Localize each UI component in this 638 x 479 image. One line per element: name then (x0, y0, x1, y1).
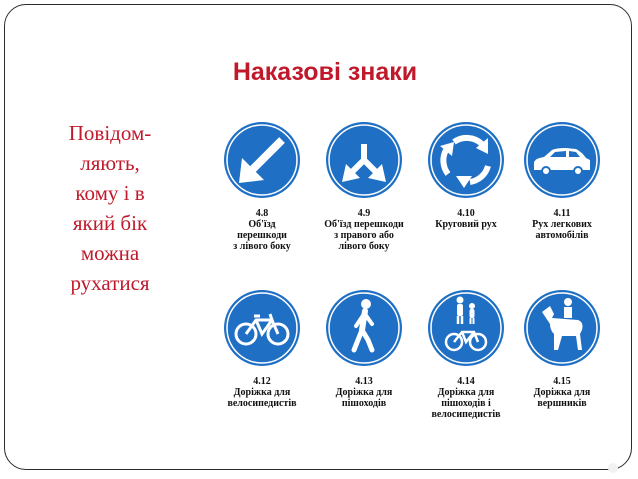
sign-label: Доріжка для пішоходів і велосипедистів (431, 387, 501, 420)
sign-4-10 (416, 120, 516, 230)
sign-label: Круговий рух (435, 219, 497, 230)
sign-label: Доріжка для пішоходів (335, 387, 393, 409)
sign-caption (416, 208, 516, 230)
arrow-split-icon (324, 120, 404, 200)
sign-number: 4.12 (253, 376, 271, 387)
page-corner-mark (608, 463, 618, 473)
slide-title: Наказові знаки (232, 58, 418, 86)
sign-grid (212, 120, 612, 440)
sign-4-11 (512, 120, 612, 241)
sign-4-9 (314, 120, 414, 252)
sign-4-15 (512, 288, 612, 409)
sign-caption (416, 376, 516, 420)
sign-number: 4.15 (553, 376, 571, 387)
pedestrian-bicycle-icon (426, 288, 506, 368)
roundabout-icon (426, 120, 506, 200)
sign-caption (512, 208, 612, 241)
sign-number: 4.13 (355, 376, 373, 387)
sign-4-14 (416, 288, 516, 420)
sign-caption (314, 208, 414, 252)
pedestrian-icon (324, 288, 404, 368)
sign-number: 4.8 (255, 208, 269, 219)
sign-caption (212, 376, 312, 409)
sign-caption (212, 208, 312, 252)
sign-4-12 (212, 288, 312, 409)
sign-number: 4.9 (357, 208, 371, 219)
sign-label: Рух легкових автомобілів (532, 219, 592, 241)
sign-number: 4.11 (553, 208, 571, 219)
bicycle-icon (222, 288, 302, 368)
sign-label: Об'їзд перешкоди з правого або лівого боку (324, 219, 404, 252)
sign-caption (512, 376, 612, 409)
sign-4-13 (314, 288, 414, 409)
side-description: Повідом- ляють, кому і в який бік можна рухатися (68, 121, 152, 295)
arrow-down-left-icon (222, 120, 302, 200)
sign-label: Доріжка для вершників (533, 387, 591, 409)
sign-number: 4.14 (457, 376, 475, 387)
horse-rider-icon (522, 288, 602, 368)
sign-number: 4.10 (457, 208, 475, 219)
car-icon (522, 120, 602, 200)
sign-label: Доріжка для велосипедистів (227, 387, 297, 409)
sign-4-8 (212, 120, 312, 252)
sign-caption (314, 376, 414, 409)
sign-label: Об'їзд перешкоди з лівого боку (233, 219, 291, 252)
